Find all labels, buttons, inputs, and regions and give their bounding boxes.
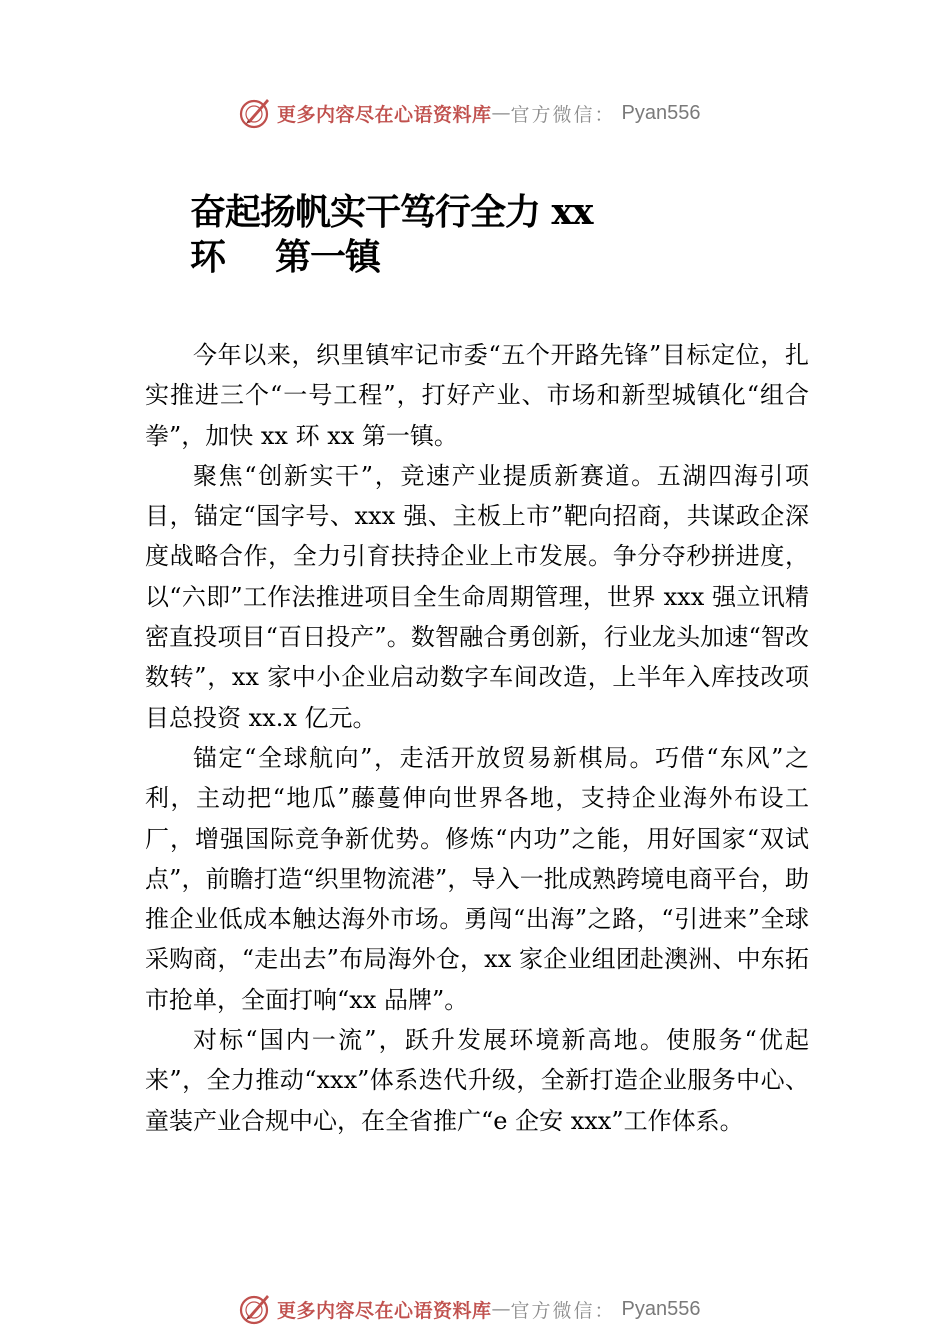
banner-separator: —	[491, 102, 511, 124]
footer-banner	[0, 1289, 950, 1329]
paragraph-intro: 今年以来，织里镇牢记市委“五个开路先锋”目标定位，扎实推进三个“一号工程”，打好产业、市场和新型城镇化“组合拳”，加快 xx 环 xx 第一镇。	[145, 341, 809, 450]
document-body	[145, 335, 809, 1141]
title-line-2	[190, 235, 790, 280]
banner-main-text: 更多内容尽在心语资料库	[277, 103, 492, 126]
title-line-1: 奋起扬帆实干笃行全力 xx	[190, 191, 593, 233]
paragraph-innovation: 聚焦“创新实干”，竞速产业提质新赛道。五湖四海引项目，锚定“国字号、xxx 强、主板上市”靶向招商，共谋政企深度战略合作，全力引育扶持企业上市发展。争分夺秒拼进度，以“六即”工作法推进项目全生命周期管理，世界 xxx 强立讯精密直投项目“百日投产”。数智融合勇创新，行业龙头加速“智改数转”，xx 家中小企业启动数字车间改造，上半年入库技改项目总投资 xx.x 亿元。	[145, 461, 809, 732]
banner-wechat-id: Pyan556	[621, 101, 701, 124]
footer-banner-main-text: 更多内容尽在心语资料库	[277, 1299, 492, 1322]
footer-banner-wechat-label: 官方微信：	[510, 1299, 616, 1322]
paragraph-environment: 对标“国内一流”，跃升发展环境新高地。使服务“优起来”，全力推动“xxx”体系迭代升级，全新打造企业服务中心、童装产业合规中心，在全省推广“e 企安 xxx”工作体系。	[145, 1026, 809, 1135]
header-banner	[0, 93, 950, 133]
title-line-2-part-a: 环	[190, 236, 226, 278]
title-line-2-part-b: 第一镇	[275, 236, 381, 278]
banner-wechat-label: 官方微信：	[510, 103, 616, 126]
paragraph-global: 锚定“全球航向”，走活开放贸易新棋局。巧借“东风”之利，主动把“地瓜”藤蔓伸向世界各地，支持企业海外布设工厂，增强国际竞争新优势。修炼“内功”之能，用好国家“双试点”，前瞻打造“织里物流港”，导入一批成熟跨境电商平台，助推企业低成本触达海外市场。勇闯“出海”之路，“引进来”全球采购商，“走出去”布局海外仓，xx 家企业组团赴澳洲、中东拓市抢单，全面打响“xx 品牌”。	[145, 743, 809, 1014]
quill-seal-icon	[237, 95, 273, 131]
footer-banner-separator: —	[491, 1298, 511, 1320]
quill-seal-icon	[237, 1291, 273, 1327]
document-title	[190, 190, 790, 280]
footer-banner-wechat-id: Pyan556	[621, 1297, 701, 1320]
